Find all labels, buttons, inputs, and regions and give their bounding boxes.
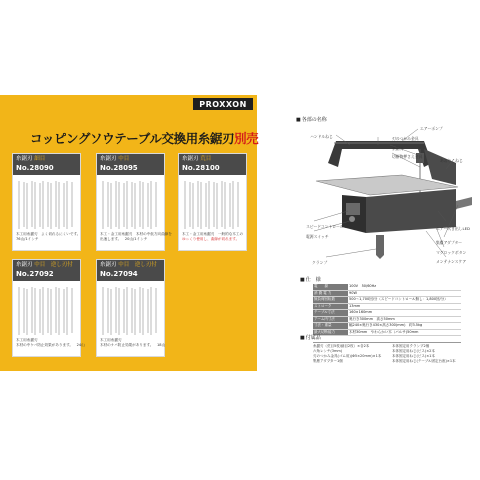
parts-section-title: ■ 各部の名称 — [296, 116, 327, 123]
card-header — [13, 260, 80, 281]
card-tag: 中目 逆し刃付 — [118, 262, 157, 268]
card-description: 木工用糸鋸刃 よく切れるにくいです。 76山/1インチ — [16, 232, 81, 241]
list-item: 本体固定用ねじ(テーブル固定台座)×1本 — [392, 359, 456, 363]
brand-logo: PROXXON — [193, 98, 253, 110]
list-item: 刃のつかみ金具(ゴム用)(Φ5×20mm)×1本 — [313, 354, 382, 358]
blades-image — [183, 179, 242, 231]
list-item: 本体固定用ねじ(ビス)×1本 — [392, 354, 435, 358]
blade-card[interactable] — [96, 259, 165, 357]
card-tag: 中目 — [118, 156, 130, 162]
table-row: アーム内寸法 奥行き300mm 高さ50mm — [313, 316, 461, 323]
blade-card[interactable] — [178, 153, 247, 251]
accessories-list-right — [392, 344, 456, 364]
table-row: 無負荷回転数 500～1,700回/分（スピードコントロール無し：1,800回/分） — [313, 297, 461, 304]
callout-label: クランプ — [312, 260, 328, 265]
accessories-list-left — [313, 344, 381, 364]
card-label: 糸鋸刃 — [182, 156, 199, 162]
divider — [313, 342, 461, 343]
card-product-no: No.28090 — [16, 164, 54, 172]
callout-label: あおりこねじ — [440, 158, 463, 163]
callout-label: スピードコントロールつまみ — [306, 224, 355, 229]
card-label: 糸鋸刃 — [16, 156, 33, 162]
callout-label: 糸鋸刃 — [392, 146, 404, 151]
product-banner — [0, 95, 257, 371]
callout-label: 集塵アダプター — [436, 240, 463, 245]
card-description: 木工用糸鋸刃 木材の中ケバ防止効果があります。 24山 — [16, 338, 85, 347]
list-item: 六角レンチ(3mm) — [313, 349, 343, 353]
table-row: 最大切断能力 木材30mm やわらかい木（バルサ)50mm — [313, 329, 461, 336]
card-label: 糸鋸刃 — [100, 262, 117, 268]
headline-accent: 別売 — [234, 131, 259, 146]
card-description: 木工・金工用糸鋸刃 一般的な木工の ゆっくり使用し、曲線が切れます。 — [182, 232, 244, 241]
callout-label: メンテナンスケア — [436, 259, 467, 264]
card-product-no: No.28100 — [182, 164, 220, 172]
headline-main: コッピングソウテーブル交換用糸鋸刃 — [30, 131, 235, 146]
table-row: 消 費 電 力 90W — [313, 290, 461, 297]
table-row: 寸法・重量 幅240×奥行き430×高さ300(mm) 約3.5kg — [313, 323, 461, 330]
card-product-no: No.28095 — [100, 164, 138, 172]
card-header — [97, 260, 164, 281]
card-header — [97, 154, 164, 175]
card-label: 糸鋸刃 — [16, 262, 33, 268]
card-header — [179, 154, 246, 175]
blades-image — [101, 179, 160, 231]
callout-label: ハンドルねじ — [310, 134, 333, 139]
card-header — [13, 154, 80, 175]
card-product-no: No.27092 — [16, 270, 54, 278]
banner-headline — [30, 129, 258, 147]
card-label: 糸鋸刃 — [100, 156, 117, 162]
spec-section-title: ■ 仕 様 — [300, 276, 321, 283]
blade-card[interactable] — [96, 153, 172, 251]
list-item: 糸鋸刃（荒目5枚/細目2枚）×各2本 — [313, 344, 370, 348]
callout-label: 電源スイッチ — [306, 234, 329, 239]
list-item: 集塵アダプター1個 — [313, 359, 343, 363]
blade-card[interactable] — [12, 259, 85, 357]
list-item: 本体固定用クランプ2個 — [392, 344, 430, 348]
callout-label: マグロックボタン — [436, 250, 467, 255]
blades-image — [101, 285, 160, 337]
card-product-no: No.27094 — [100, 270, 138, 278]
list-item: 本体固定用ねじ(ビス)×2本 — [392, 349, 435, 353]
blades-image — [17, 179, 76, 231]
accessories-section-title: ■ 付属品 — [300, 334, 321, 341]
table-row: 電 源 100V 50/60Hz — [313, 284, 461, 290]
spec-table — [313, 284, 461, 336]
card-tag: 細目 — [34, 156, 46, 162]
card-description: 木工・金工用糸鋸刃 木材の中低方向曲線を 出速します。 20山/1インチ — [100, 232, 172, 241]
callout-label: エアーポンプ — [420, 126, 443, 131]
callout-label: 切断物押さえ金具 — [392, 154, 423, 159]
callout-label: 刃のつかみ金具 — [392, 136, 419, 141]
card-tag: 中目 逆し刃付 — [34, 262, 73, 268]
blades-image — [17, 285, 76, 337]
card-description: 木工用糸鋸刃 木材のケバ防止効果があります。 18山 — [100, 338, 166, 347]
callout-label: エアー吹き出しLED — [436, 226, 470, 231]
blade-card[interactable] — [12, 153, 81, 251]
table-row: テーブル寸法 160×160mm — [313, 310, 461, 317]
table-row: ストローク 13mm — [313, 303, 461, 310]
card-tag: 荒目 — [200, 156, 212, 162]
